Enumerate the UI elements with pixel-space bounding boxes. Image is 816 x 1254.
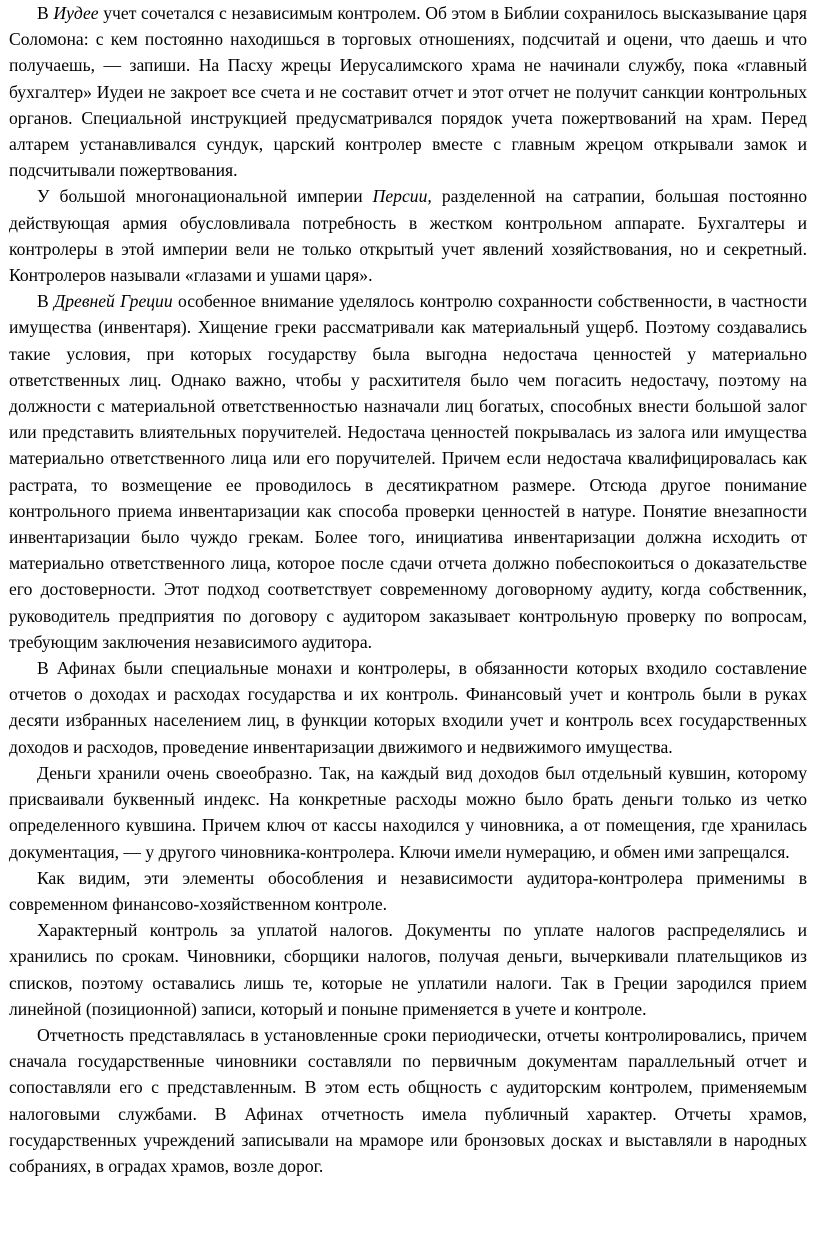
paragraph-ancient-greece [9,288,807,655]
paragraph-persia [9,183,807,288]
text-run: В [37,3,54,23]
text-run: У большой многонациональной империи [37,186,373,207]
paragraph-money-storage [9,760,807,865]
paragraph-tax-control [9,917,807,1022]
emphasis-judea: Иудее [53,3,99,23]
text-run: В [37,291,55,312]
paragraph-independence [9,865,807,917]
paragraph-reporting [9,1022,807,1179]
emphasis-persia: Персии, [372,186,432,207]
text-run: разделенной на сатрапии, большая постоянно действующая армия обусловливала потребность в жестком контрольном аппарате. Бухгалтеры и контролеры в этой империи вели не только открытый учет явлений хозяйствования, но и секретный. Контролеров называли «глазами и ушами царя». [9,186,807,286]
text-run: Отчетность представлялась в установленные сроки периодически, отчеты контролировались, причем сначала государственные чиновники составляли по первичным документам параллельный отчет и сопоставляли его с представленным. В этом есть общность с аудиторским контролем, применяемым налоговыми службами. В Афинах отчетность имела публичный характер. Отчеты храмов, государственных учреждений записывали на мраморе или бронзовых досках и выставляли в народных собраниях, в оградах храмов, возле дорог. [9,1024,807,1176]
text-run: учет сочетался с независимым контролем. Об этом в Библии сохранилось высказывание царя Соломона: с кем постоянно находишься в торговых отношениях, подсчитай и оцени, что даешь и что получаешь, — запиши. На Пасху жрецы Иерусалимского храма не начинали службу, пока «главный бухгалтер» Иудеи не закроет все счета и не составит отчет и этот отчет не получит санкции контрольных органов. Специальной инструкцией предусматривался порядок учета пожертвований на храм. Перед алтарем устанавливался сундук, царский контролер вместе с главным жрецом открывали замок и подсчитывали пожертвования. [9,3,808,181]
text-run: Деньги хранили очень своеобразно. Так, на каждый вид доходов был отдельный кувшин, которому присваивали буквенный индекс. На конкретные расходы можно было брать деньги только из четко определенного кувшина. Причем ключ от кассы находился у чиновника, а от помещения, где хранилась документация, — у другого чиновника-контролера. Ключи имели нумерацию, и обмен ими запрещался. [9,762,807,862]
text-run: Характерный контроль за уплатой налогов. Документы по уплате налогов распределялись и хранились по срокам. Чиновники, сборщики налогов, получая деньги, вычеркивали плательщиков из списков, поэтому оставались лишь те, которые не уплатили налоги. Так в Греции зародился прием линейной (позиционной) записи, который и поныне применяется в учете и контроле. [9,920,807,1019]
paragraph-judea [9,0,807,183]
text-run: В Афинах были специальные монахи и контролеры, в обязанности которых входило составление отчетов о доходах и расходах государства и их контроль. Финансовый учет и контроль были в руках десяти избранных населением лиц, в функции которых входили учет и контроль всех государственных доходов и расходов, проведение инвентаризации движимого и недвижимого имущества. [9,658,807,757]
paragraph-athens [9,655,807,760]
emphasis-ancient-greece: Древней Греции [54,291,173,312]
text-run: Как видим, эти элементы обособления и независимости аудитора-контролера применимы в современном финансово-хозяйственном контроле. [9,867,807,914]
text-run: особенное внимание уделялось контролю сохранности собственности, в частности имущества (инвентаря). Хищение греки рассматривали как материальный ущерб. Поэтому создавались такие условия, при которых государству была выгодна недостача ценностей у материально ответственных лиц. Однако важно, чтобы у расхитителя было чем погасить недостачу, поэтому на должности с материальной ответственностью назначали лиц богатых, способных внести большой залог или представить влиятельных поручителей. Недостача ценностей покрывалась из залога или имущества материально ответственного лица или его поручителей. Причем если недостача квалифицировалась как растрата, то возмещение ее проводилось в десятикратном размере. Отсюда другое понимание контрольного приема инвентаризации как способа проверки ценностей в натуре. Понятие внезапности инвентаризации было чуждо грекам. Более того, инициатива инвентаризации должна исходить от материально ответственного лица, которое после сдачи отчета должно побеспокоиться о доказательстве его достоверности. Этот подход соответствует современному договорному аудиту, когда собственник, руководитель предприятия по договору с аудитором заказывает контрольную проверку по вопросам, требующим заключения независимого аудитора. [9,291,807,652]
